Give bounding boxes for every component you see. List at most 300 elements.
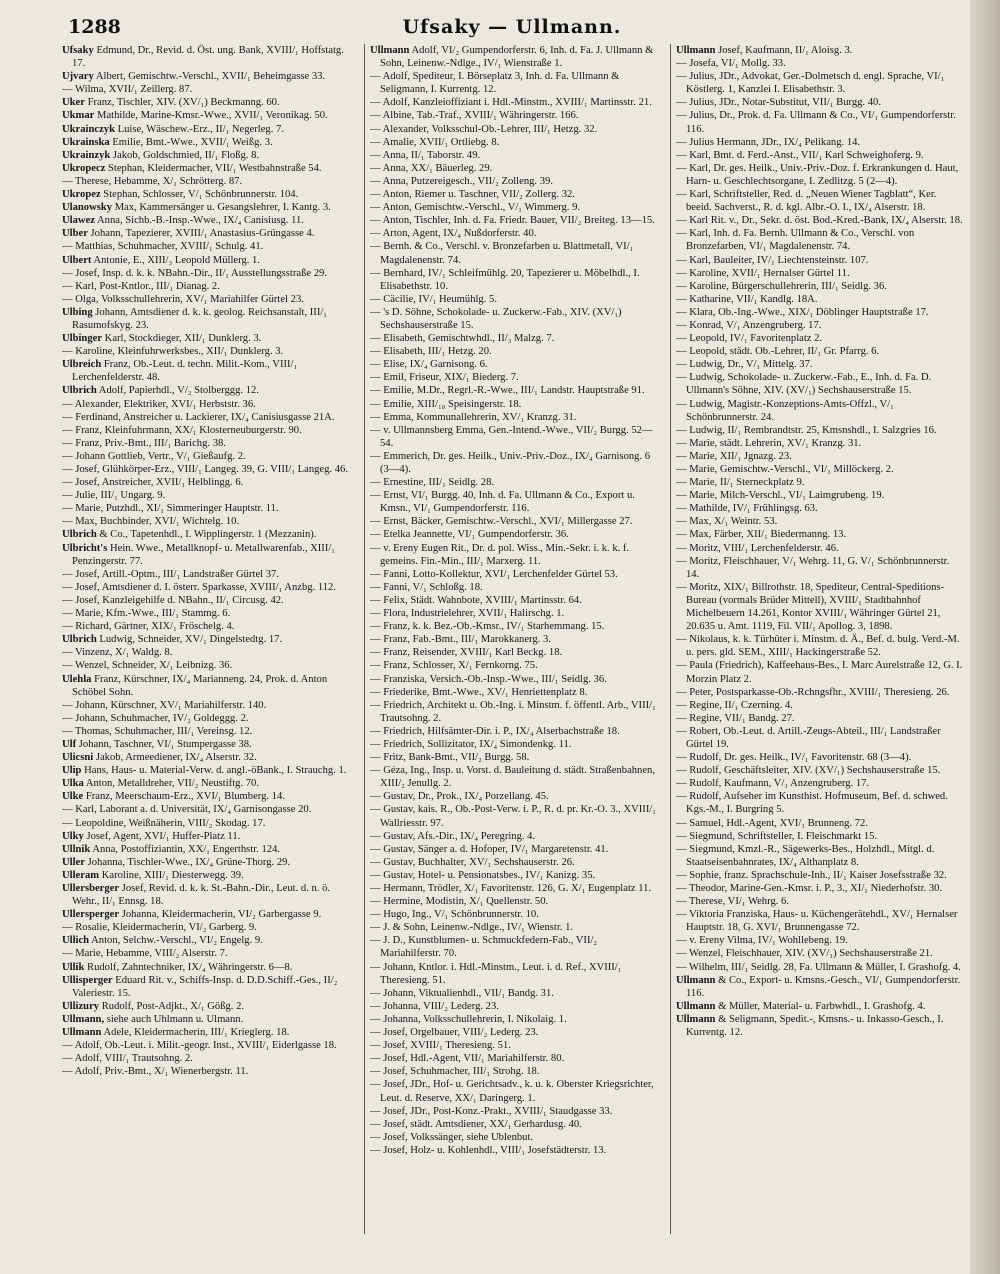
entry-text: Josef, Revid. d. k. k. St.-Bahn.-Dir., Leut. d. n. ö. Wehr., II/₁ Ennsg. 18. — [72, 883, 331, 908]
entry-text: — Karl, Laborant a. d. Universität, IX/₄ Garnisongasse 20. — [62, 804, 312, 816]
entry-surname: Ulanowsky — [62, 202, 113, 214]
entry-text: — Franz, Fab.-Bmt., III/₁ Marokkanerg. 3. — [370, 634, 551, 646]
entry-text: — Gustav, Buchhalter, XV/₁ Sechshauserstr. 26. — [370, 856, 575, 868]
entry-text: — Moritz, XIX/₁ Billrothstr. 18, Spediteur, Central-Speditions-Bureau (vormals Brüder Mittell), XVIII/₁ Stadtbahnhof Michelbeuern 14.261, Kontor XVIII/₁ Währinger Gürtel 21, 20.635 u. Amt. 1119, Fil. VII/₁ Apollog. 3, 1898. — [676, 581, 945, 633]
directory-entry — [676, 528, 964, 541]
directory-entry — [370, 869, 658, 882]
entry-text: — Etelka Jeannette, VI/₁ Gumpendorferstr. 36. — [370, 529, 569, 541]
directory-entry — [62, 974, 350, 1000]
directory-entry — [62, 777, 350, 790]
directory-entry — [62, 869, 350, 882]
directory-entry — [676, 869, 964, 882]
entry-text: — J. & Sohn, Leinenw.-Ndlge., IV/₁ Wienstr. 1. — [370, 922, 574, 934]
directory-entry — [676, 790, 964, 816]
entry-text: — Friederike, Bmt.-Wwe., XV/₁ Henriettenplatz 8. — [370, 686, 588, 698]
entry-text: — Friedrich, Architekt u. Ob.-Ing. i. Minstm. f. öffentl. Arb., VIII/₁ Trautsohng. 2. — [370, 699, 656, 724]
directory-entry — [370, 44, 658, 70]
entry-text: — Marie, Putzhdl., XI/₁ Simmeringer Hauptstr. 11. — [62, 503, 279, 515]
directory-entry — [62, 293, 350, 306]
entry-text: — Albine, Tab.-Traf., XVIII/₁ Währingerstr. 166. — [370, 110, 579, 122]
directory-entry — [676, 345, 964, 358]
entry-text: — Emilie, XIII/₁₀ Speisingerstr. 18. — [370, 398, 522, 410]
directory-entry — [370, 895, 658, 908]
entry-text: — Adolf, Spediteur, I. Börseplatz 3, Inh. d. Fa. Ullmann & Seligmann, I. Kurrentg. 12. — [370, 71, 620, 96]
entry-surname: Ulf — [62, 738, 77, 750]
entry-surname: Uker — [62, 97, 85, 109]
entry-text: — Karoline, XVII/₁ Hernalser Gürtel 11. — [676, 267, 850, 279]
directory-entry — [62, 738, 350, 751]
entry-surname: Ulbinger — [62, 333, 103, 345]
entry-text: — Franz, Reisender, XVIII/₁ Karl Beckg. 18. — [370, 647, 563, 659]
entry-text: — Ernst, VI/₁ Burgg. 40, Inh. d. Fa. Ullmann & Co., Export u. Kmsn., VI/₁ Gumpendorferstr. 116. — [370, 490, 635, 515]
entry-surname: Ukrainska — [62, 136, 110, 148]
entry-text: — Ernst, Bäcker, Gemischtw.-Verschl., XVI/₁ Millergasse 27. — [370, 516, 633, 528]
directory-entry — [676, 162, 964, 188]
directory-entry — [62, 673, 350, 699]
directory-entry — [370, 398, 658, 411]
entry-text: — Rudolf, Geschäftsleiter, XIV. (XV/₁) Sechshauserstraße 15. — [676, 765, 941, 777]
directory-entry — [676, 659, 964, 685]
entry-text: Johann, Tapezierer, XVIII/₁ Anastasius-Grüngasse 4. — [87, 228, 315, 240]
directory-entry — [370, 934, 658, 960]
entry-text: Josef, Agent, XVI/₁ Huffer-Platz 11. — [83, 830, 241, 842]
directory-entry — [676, 843, 964, 869]
entry-text: — Gustav, Dr., Prok., IX/₄ Porzellang. 45. — [370, 791, 549, 803]
entry-text: — Siegmund, Kmzl.-R., Sägewerks-Bes., Holzhdl., Mitgl. d. Staatseisenbahnrates, IX/₄ Althanplatz 8. — [676, 843, 935, 868]
entry-text: — Adolf, Priv.-Bmt., X/₁ Wienerbergstr. 11. — [62, 1066, 249, 1078]
entry-text: — Anna, XX/₁ Bäuerleg. 29. — [370, 162, 493, 174]
directory-entry — [62, 528, 350, 541]
entry-text: — Friedrich, Hilfsämter-Dir. i. P., IX/₄ Alserbachstraße 18. — [370, 725, 620, 737]
directory-entry — [676, 961, 964, 974]
entry-text: — Katharine, VII/₁ Kandlg. 18A. — [676, 293, 818, 305]
entry-text: Anton, Selchw.-Verschl., VI/₂ Engelg. 9. — [89, 935, 263, 947]
directory-entry — [370, 358, 658, 371]
directory-entry — [676, 686, 964, 699]
directory-entry — [370, 293, 658, 306]
directory-entry — [370, 686, 658, 699]
directory-entry — [370, 332, 658, 345]
directory-entry — [676, 502, 964, 515]
directory-entry — [370, 908, 658, 921]
entry-text: — Viktoria Franziska, Haus- u. Küchengerätehdl., XV/₁ Hernalser Hauptstr. 18, G. XVI/₁ Brunnengasse 72. — [676, 909, 958, 934]
entry-text: — Leopold, städt. Ob.-Lehrer, II/₁ Gr. Pfarrg. 6. — [676, 346, 880, 358]
entry-text: — Ferdinand, Anstreicher u. Lackierer, IX/₄ Canisiusgasse 21A. — [62, 411, 335, 423]
directory-entry — [676, 188, 964, 214]
entry-text: — v. Ereny Vilma, IV/₁ Wohllebeng. 19. — [676, 935, 848, 947]
directory-entry — [62, 175, 350, 188]
entry-text: — Julius Hermann, JDr., IX/₄ Pelikang. 14. — [676, 136, 861, 148]
entry-text: — Josef, Anstreicher, XVII/₁ Helblingg. 6. — [62, 477, 244, 489]
entry-surname: Ukrainzyk — [62, 149, 111, 161]
entry-text: — Max, X/₁ Weintr. 53. — [676, 516, 778, 528]
directory-entry — [370, 568, 658, 581]
directory-entry — [62, 332, 350, 345]
directory-entry — [370, 1000, 658, 1013]
directory-entry — [62, 1013, 350, 1026]
entry-text: — Thomas, Schuhmacher, III/₁ Vereinsg. 12. — [62, 725, 253, 737]
entry-text: — Elisabeth, III/₁ Hetzg. 20. — [370, 346, 492, 358]
directory-entry — [62, 201, 350, 214]
entry-text: — v. Ullmannsberg Emma, Gen.-Intend.-Wwe., VII/₂ Burgg. 52—54. — [370, 424, 653, 449]
directory-entry — [370, 240, 658, 266]
directory-entry — [62, 856, 350, 869]
entry-text: & Co., Tapetenhdl., I. Wipplingerstr. 1 (Mezzanin). — [96, 529, 317, 541]
directory-entry — [370, 542, 658, 568]
entry-text: Franz, Meerschaum-Erz., XVI/₁ Blumberg. 14. — [83, 791, 285, 803]
entry-text: — Anna, II/₁ Taborstr. 49. — [370, 149, 481, 161]
directory-column-2 — [370, 44, 658, 1234]
entry-text: — Paula (Friedrich), Kaffeehaus-Bes., I. Marc Aurelstraße 12, G. I. Morzin Platz 2. — [676, 660, 963, 685]
entry-text: Edmund, Dr., Revid. d. Öst. ung. Bank, XVIII/₁ Hoffstatg. 17. — [72, 45, 344, 70]
entry-surname: Ulber — [62, 228, 88, 240]
directory-entry — [62, 489, 350, 502]
directory-entry — [370, 607, 658, 620]
directory-entry — [370, 109, 658, 122]
entry-text: — Emilie, M.Dr., Regrl.-R.-Wwe., III/₁ Landstr. Hauptstraße 91. — [370, 385, 645, 397]
entry-surname: Ullmann — [676, 45, 716, 56]
directory-entry — [62, 476, 350, 489]
entry-text: — Alexander, Volksschul-Ob.-Lehrer, III/₁ Hetzg. 32. — [370, 123, 598, 135]
entry-text: — Franz, Kleinfuhrmann, XX/₁ Klosterneuburgerstr. 90. — [62, 424, 302, 436]
entry-surname: Ulawez — [62, 215, 95, 227]
directory-entry — [62, 934, 350, 947]
directory-entry — [62, 1026, 350, 1039]
directory-entry — [62, 830, 350, 843]
directory-entry — [62, 817, 350, 830]
entry-text: — Franz, Schlosser, X/₁ Fernkorng. 75. — [370, 660, 538, 672]
directory-entry — [62, 44, 350, 70]
directory-entry — [676, 358, 964, 371]
directory-entry — [62, 70, 350, 83]
entry-text: — Elise, IX/₄ Garnisong. 6. — [370, 359, 488, 371]
entry-text: — Regine, VII/₁ Bandg. 27. — [676, 712, 795, 724]
entry-text: — Vinzenz, X/₁ Waldg. 8. — [62, 647, 173, 659]
entry-text: — 's D. Söhne, Schokolade- u. Zuckerw.-Fab., XIV. (XV/₁) Sechshauserstraße 15. — [370, 306, 622, 331]
running-head: Ufsaky — Ullmann. — [402, 16, 622, 38]
entry-text: Franz, Tischler, XIV. (XV/₁) Beckmanng. 60. — [84, 97, 280, 109]
directory-entry — [370, 227, 658, 240]
directory-entry — [676, 476, 964, 489]
entry-text: — Gustav, kais. R., Ob.-Post-Verw. i. P., R. d. pr. Kr.-O. 3., XVIII/₁ Wallriesstr. 97. — [370, 804, 656, 829]
entry-text: — v. Ereny Eugen Rit., Dr. d. pol. Wiss., Min.-Sekr. i. k. k. f. gemeins. Fin.-Min., III/₁ Marxerg. 11. — [370, 542, 630, 567]
entry-text: — Amalie, XVII/₁ Ortliebg. 8. — [370, 136, 500, 148]
entry-text: — Emil, Friseur, XIX/₁ Biederg. 7. — [370, 372, 519, 384]
directory-entry — [676, 712, 964, 725]
entry-text: — Gustav, Afs.-Dir., IX/₄ Peregring. 4. — [370, 830, 536, 842]
directory-entry — [62, 1065, 350, 1078]
entry-text: — Géza, Ing., Insp. u. Vorst. d. Bauleitung d. städt. Straßenbahnen, XIII/₂ Jenullg. 2. — [370, 765, 656, 790]
entry-text: — Rudolf, Dr. ges. Heilk., IV/₁ Favoritenstr. 68 (3—4). — [676, 752, 912, 764]
directory-entry — [62, 803, 350, 816]
entry-text: Adele, Kleidermacherin, III/₁ Krieglerg. 18. — [101, 1027, 290, 1039]
directory-entry — [62, 240, 350, 253]
directory-entry — [676, 57, 964, 70]
directory-entry — [676, 908, 964, 934]
directory-entry — [370, 699, 658, 725]
entry-surname: Ullmann — [676, 1013, 716, 1025]
directory-entry — [676, 424, 964, 437]
entry-text: — Karoline, Kleinfuhrwerksbes., XII/₁ Dunklerg. 3. — [62, 346, 284, 358]
directory-entry — [370, 751, 658, 764]
directory-entry — [676, 398, 964, 424]
directory-entry — [370, 633, 658, 646]
entry-text: Luise, Wäschew.-Erz., II/₁ Negerleg. 7. — [114, 123, 284, 135]
entry-text: — Julius, JDr., Notar-Substitut, VII/₁ Burgg. 40. — [676, 97, 881, 109]
entry-text: — Josef, Hdl.-Agent, VII/₁ Mariahilferstr. 80. — [370, 1053, 565, 1065]
directory-entry — [676, 777, 964, 790]
entry-text: — Konrad, V/₁ Anzengruberg. 17. — [676, 319, 822, 331]
directory-entry — [676, 149, 964, 162]
directory-entry — [370, 987, 658, 1000]
directory-entry — [676, 699, 964, 712]
directory-entry — [676, 633, 964, 659]
directory-entry — [370, 620, 658, 633]
directory-entry — [62, 843, 350, 856]
entry-text: — Josef, Insp. d. k. k. NBahn.-Dir., II/₁ Ausstellungsstraße 29. — [62, 267, 327, 279]
directory-entry — [370, 594, 658, 607]
entry-text: — Marie, II/₁ Sterneckplatz 9. — [676, 477, 805, 489]
entry-surname: Ullmann — [676, 1000, 716, 1012]
entry-text: — Julius, JDr., Advokat, Ger.-Dolmetsch d. engl. Sprache, VI/₁ Köstlerg. 1, Kanzlei I. Elisabethstr. 3. — [676, 71, 945, 96]
directory-entry — [62, 109, 350, 122]
directory-entry — [370, 267, 658, 293]
entry-text: Adolf, Papierhdl., V/₂ Stolberggg. 12. — [96, 385, 259, 397]
directory-entry — [676, 947, 964, 960]
entry-text: — Alexander, Elektriker, XVI/₁ Herbststr. 36. — [62, 398, 256, 410]
directory-entry — [370, 306, 658, 332]
directory-entry — [62, 1052, 350, 1065]
directory-entry — [62, 921, 350, 934]
entry-surname: Ulbrich — [62, 634, 97, 646]
entry-text: — Rudolf, Aufseher im Kunsthist. Hofmuseum, Bef. d. schwed. Kgs.-M., I. Burgring 5. — [676, 791, 948, 816]
entry-text: — Anton, Riemer u. Taschner, VII/₂ Zollerg. 32. — [370, 189, 575, 201]
entry-text: — Sophie, franz. Sprachschule-Inh., II/₁ Kaiser Josefsstraße 32. — [676, 869, 947, 881]
entry-text: — Emma, Kommunallehrerin, XV/₁ Kranzg. 31. — [370, 411, 577, 423]
directory-entry — [676, 895, 964, 908]
entry-text: — Gustav, Sänger a. d. Hofoper, IV/₁ Margaretenstr. 41. — [370, 843, 609, 855]
directory-entry — [62, 437, 350, 450]
entry-text: Eduard Rit. v., Schiffs-Insp. d. D.D.Schiff.-Ges., II/₂ Valeriestr. 15. — [72, 974, 338, 999]
entry-text: — Bernh. & Co., Verschl. v. Bronzefarben u. Blattmetall, VI/₁ Magdalenenstr. 74. — [370, 241, 634, 266]
directory-entry — [370, 162, 658, 175]
entry-text: — Josef, XVIII/₁ Theresieng. 51. — [370, 1040, 511, 1052]
directory-entry — [370, 201, 658, 214]
entry-text: — Therese, Hebamme, X/₁ Schrötterg. 87. — [62, 175, 243, 187]
entry-surname: Ulky — [62, 830, 84, 842]
entry-text: — Olga, Volksschullehrerin, XV/₁ Mariahilfer Gürtel 23. — [62, 293, 304, 305]
entry-text: — J. D., Kunstblumen- u. Schmuckfedern-Fab., VII/₂ Mariahilferstr. 70. — [370, 935, 598, 960]
entry-text: Johann, Taschner, VI/₁ Stumpergasse 38. — [76, 738, 252, 750]
entry-text: — Josef, Volkssänger, siehe Ublenbut. — [370, 1131, 534, 1143]
entry-surname: Ulleram — [62, 869, 100, 881]
entry-text: Stephan, Kleidermacher, VII/₁ Westbahnstraße 54. — [105, 162, 322, 174]
directory-entry — [370, 96, 658, 109]
entry-text: — Josef, Glühkörper-Erz., VIII/₁ Langeg. 39, G. VIII/₁ Langeg. 46. — [62, 464, 348, 475]
entry-text: Emilie, Bmt.-Wwe., XVII/₁ Weißg. 3. — [109, 136, 273, 148]
entry-text: — Emmerich, Dr. ges. Heilk., Univ.-Priv.-Doz., IX/₄ Garnisong. 6 (3—4). — [370, 450, 651, 475]
entry-text: — Marie, Gemischtw.-Verschl., VI/₁ Millöckerg. 2. — [676, 464, 894, 475]
entry-text: — Franz, Priv.-Bmt., III/₁ Barichg. 38. — [62, 437, 226, 449]
directory-entry — [370, 136, 658, 149]
directory-entry — [370, 646, 658, 659]
directory-entry — [676, 555, 964, 581]
entry-text: Jakob, Goldschmied, II/₁ Floßg. 8. — [110, 149, 260, 161]
entry-text: siehe auch Uhlmann u. Ulmann. — [104, 1013, 244, 1025]
entry-text: — Josef, Kanzleigehilfe d. NBahn., II/₁ Circusg. 42. — [62, 594, 284, 606]
directory-entry — [370, 476, 658, 489]
column-rule — [670, 44, 671, 1234]
directory-entry — [62, 254, 350, 267]
directory-entry — [676, 817, 964, 830]
directory-entry — [62, 96, 350, 109]
entry-text: Antonie, E., XIII/₃ Leopold Müllerg. 1. — [91, 254, 260, 266]
directory-column-1 — [62, 44, 350, 1234]
entry-text: — Josefa, VI/₁ Mollg. 33. — [676, 58, 786, 70]
entry-text: — Marie, Milch-Verschl., VI/₁ Laimgrubeng. 19. — [676, 490, 885, 502]
directory-entry — [62, 1000, 350, 1013]
directory-entry — [370, 581, 658, 594]
entry-text: Max, Kammersänger u. Gesangslehrer, I. Kantg. 3. — [112, 202, 331, 214]
entry-text: — Johann, Kürschner, XV/₁ Mariahilferstr. 140. — [62, 699, 267, 711]
entry-text: Karl, Stockdieger, XII/₁ Dunklerg. 3. — [102, 333, 262, 345]
directory-entry — [370, 1105, 658, 1118]
directory-entry — [62, 136, 350, 149]
directory-entry — [676, 830, 964, 843]
entry-text: — Hermine, Modistin, X/₁ Quellenstr. 50. — [370, 896, 549, 908]
entry-text: — Johann, Viktualienhdl., VII/₁ Bandg. 31. — [370, 987, 554, 999]
entry-surname: Ulbreich — [62, 359, 102, 371]
directory-entry — [62, 227, 350, 240]
directory-entry — [370, 738, 658, 751]
entry-text: Johann, Amtsdiener d. k. k. geolog. Reichsanstalt, III/₁ Rasumofskyg. 23. — [72, 306, 327, 331]
entry-text: — Josef, JDr., Hof- u. Gerichtsadv., k. u. k. Oberster Kriegsrichter, Leut. d. Reserve, XX/₁ Daringerg. 1. — [370, 1079, 654, 1104]
directory-entry — [370, 1013, 658, 1026]
directory-entry — [62, 607, 350, 620]
directory-entry — [62, 581, 350, 594]
directory-entry — [676, 725, 964, 751]
entry-surname: Ukropez — [62, 189, 101, 201]
entry-text: — Marie, städt. Lehrerin, XV/₁ Kranzg. 31. — [676, 437, 862, 449]
directory-entry — [370, 515, 658, 528]
entry-text: — Karl, Schriftsteller, Red. d. „Neuen Wiener Tagblatt“, Ker. beeid. Sachverst., R. d. kgl. Albr.-O. I., IX/₄ Alserstr. 18. — [676, 189, 937, 214]
directory-entry — [370, 921, 658, 934]
directory-entry — [62, 398, 350, 411]
entry-text: — Ludwig, Schokolade- u. Zuckerw.-Fab., E., Inh. d. Fa. D. Ullmann's Söhne, XIV. (XV/₁) Sechshauserstraße 15. — [676, 372, 932, 397]
entry-text: Ludwig, Schneider, XV/₁ Dingelstedtg. 17. — [96, 634, 283, 646]
directory-entry — [62, 947, 350, 960]
directory-entry — [62, 515, 350, 528]
entry-text: Mathilde, Marine-Kmsr.-Wwe., XVII/₁ Veronikag. 50. — [94, 110, 328, 122]
entry-surname: Ullmann, — [62, 1013, 105, 1025]
entry-surname: Ulehla — [62, 673, 92, 685]
directory-entry — [370, 764, 658, 790]
directory-entry — [676, 542, 964, 555]
entry-surname: Ullmann — [370, 45, 410, 56]
entry-text: — Arton, Agent, IX/₄ Nußdorferstr. 40. — [370, 228, 537, 240]
entry-text: — Fanni, Lotto-Kollektur, XVI/₁ Lerchenfelder Gürtel 53. — [370, 568, 618, 580]
directory-entry — [62, 306, 350, 332]
entry-surname: Ufsaky — [62, 45, 94, 56]
entry-text: — Wilhelm, III/₁ Seidlg. 28, Fa. Ullmann & Müller, I. Grashofg. 4. — [676, 961, 961, 973]
directory-entry — [62, 162, 350, 175]
entry-text: — Johann, Kntlor. i. Hdl.-Minstm., Leut. i. d. Ref., XVIII/₁ Theresieng. 51. — [370, 961, 622, 986]
entry-surname: Ullik — [62, 961, 85, 973]
entry-text: — Ernestine, III/₁ Seidlg. 28. — [370, 477, 495, 489]
entry-text: — Robert, Ob.-Leut. d. Artill.-Zeugs-Abteil., III/₁ Landstraßer Gürtel 19. — [676, 725, 941, 750]
directory-entry — [676, 450, 964, 463]
directory-entry — [62, 411, 350, 424]
entry-text: — Gustav, Hotel- u. Pensionatsbes., IV/₁ Kanizg. 35. — [370, 869, 596, 881]
entry-text: Jakob, Armeediener, IX/₄ Alserstr. 32. — [93, 752, 257, 764]
entry-text: — Anton, Gemischtw.-Verschl., V/₁ Wimmerg. 9. — [370, 202, 581, 214]
entry-text: — Ludwig, Dr., V/₁ Mittelg. 37. — [676, 359, 813, 371]
directory-entry — [676, 70, 964, 96]
entry-text: — Julie, III/₁ Ungarg. 9. — [62, 490, 166, 502]
directory-entry — [370, 843, 658, 856]
directory-entry — [370, 371, 658, 384]
entry-text: — Johanna, Volksschullehrerin, I. Nikolaig. 1. — [370, 1013, 567, 1025]
directory-entry — [676, 254, 964, 267]
entry-text: Rudolf, Post-Adjkt., X/₁ Gößg. 2. — [99, 1000, 245, 1012]
directory-entry — [676, 96, 964, 109]
entry-text: — Johanna, VIII/₂ Lederg. 23. — [370, 1000, 499, 1012]
directory-entry — [676, 371, 964, 397]
entry-text: — Anna, Putzereigesch., VII/₂ Zolleng. 39. — [370, 175, 553, 187]
entry-surname: Ulip — [62, 765, 82, 777]
directory-entry — [62, 188, 350, 201]
directory-entry — [62, 712, 350, 725]
directory-entry — [676, 214, 964, 227]
entry-text: & Seligmann, Spedit.-, Kmsns.- u. Inkasso-Gesch., I. Kurrentg. 12. — [686, 1013, 944, 1039]
entry-text: — Adolf, Kanzleioffiziant i. Hdl.-Minstm., XVIII/₁ Martinsstr. 21. — [370, 97, 652, 109]
entry-text: Adolf, VI/₂ Gumpendorferstr. 6, Inh. d. Fa. J. Ullmann & Sohn, Leinenw.-Ndlge., IV/₁ Wienstraße 1. — [380, 45, 654, 70]
directory-entry — [370, 882, 658, 895]
directory-entry — [676, 934, 964, 947]
directory-entry — [370, 790, 658, 803]
directory-entry — [676, 515, 964, 528]
entry-text: — Josef, städt. Amtsdiener, XX/₁ Gerhardusg. 40. — [370, 1118, 582, 1130]
entry-text: & Co., Export- u. Kmsns.-Gesch., VI/₁ Gumpendorferstr. 116. — [686, 974, 961, 999]
entry-surname: Ullnik — [62, 843, 91, 855]
entry-text: — Flora, Industrielehrer, XVII/₁ Halirschg. 1. — [370, 608, 565, 620]
directory-entry — [62, 267, 350, 280]
directory-entry — [370, 489, 658, 515]
entry-text: — Karl, Inh. d. Fa. Bernh. Ullmann & Co., Verschl. von Bronzefarben, VI/₁ Magdalenenstr. 74. — [676, 228, 915, 253]
entry-text: — Johann, Schuhmacher, IV/₂ Goldeggg. 2. — [62, 712, 249, 724]
directory-entry — [62, 882, 350, 908]
entry-text: — Rosalie, Kleidermacherin, VI/₂ Garberg. 9. — [62, 922, 257, 934]
directory-entry — [676, 109, 964, 135]
entry-surname: Ullizury — [62, 1000, 100, 1012]
directory-entry — [370, 1118, 658, 1131]
directory-entry — [62, 463, 350, 476]
directory-entry — [62, 149, 350, 162]
entry-text: — Karl Rit. v., Dr., Sekr. d. öst. Bod.-Kred.-Bank, IX/₄ Alserstr. 18. — [676, 215, 963, 227]
directory-entry — [676, 267, 964, 280]
entry-text: — Anton, Tischler, Inh. d. Fa. Friedr. Bauer, VII/₂ Breiteg. 13—15. — [370, 215, 655, 227]
directory-entry — [676, 581, 964, 633]
entry-text: Rudolf, Zahntechniker, IX/₄ Währingerstr. 6—8. — [84, 961, 293, 973]
entry-surname: Ulbert — [62, 254, 92, 266]
entry-text: Franz, Kürschner, IX/₄ Marianneng. 24, Prok. d. Anton Schöbel Sohn. — [72, 673, 328, 698]
directory-entry — [370, 1039, 658, 1052]
directory-entry — [62, 123, 350, 136]
directory-entry — [62, 358, 350, 384]
entry-surname: Ulbrich — [62, 529, 97, 541]
directory-entry — [370, 188, 658, 201]
directory-entry — [62, 594, 350, 607]
